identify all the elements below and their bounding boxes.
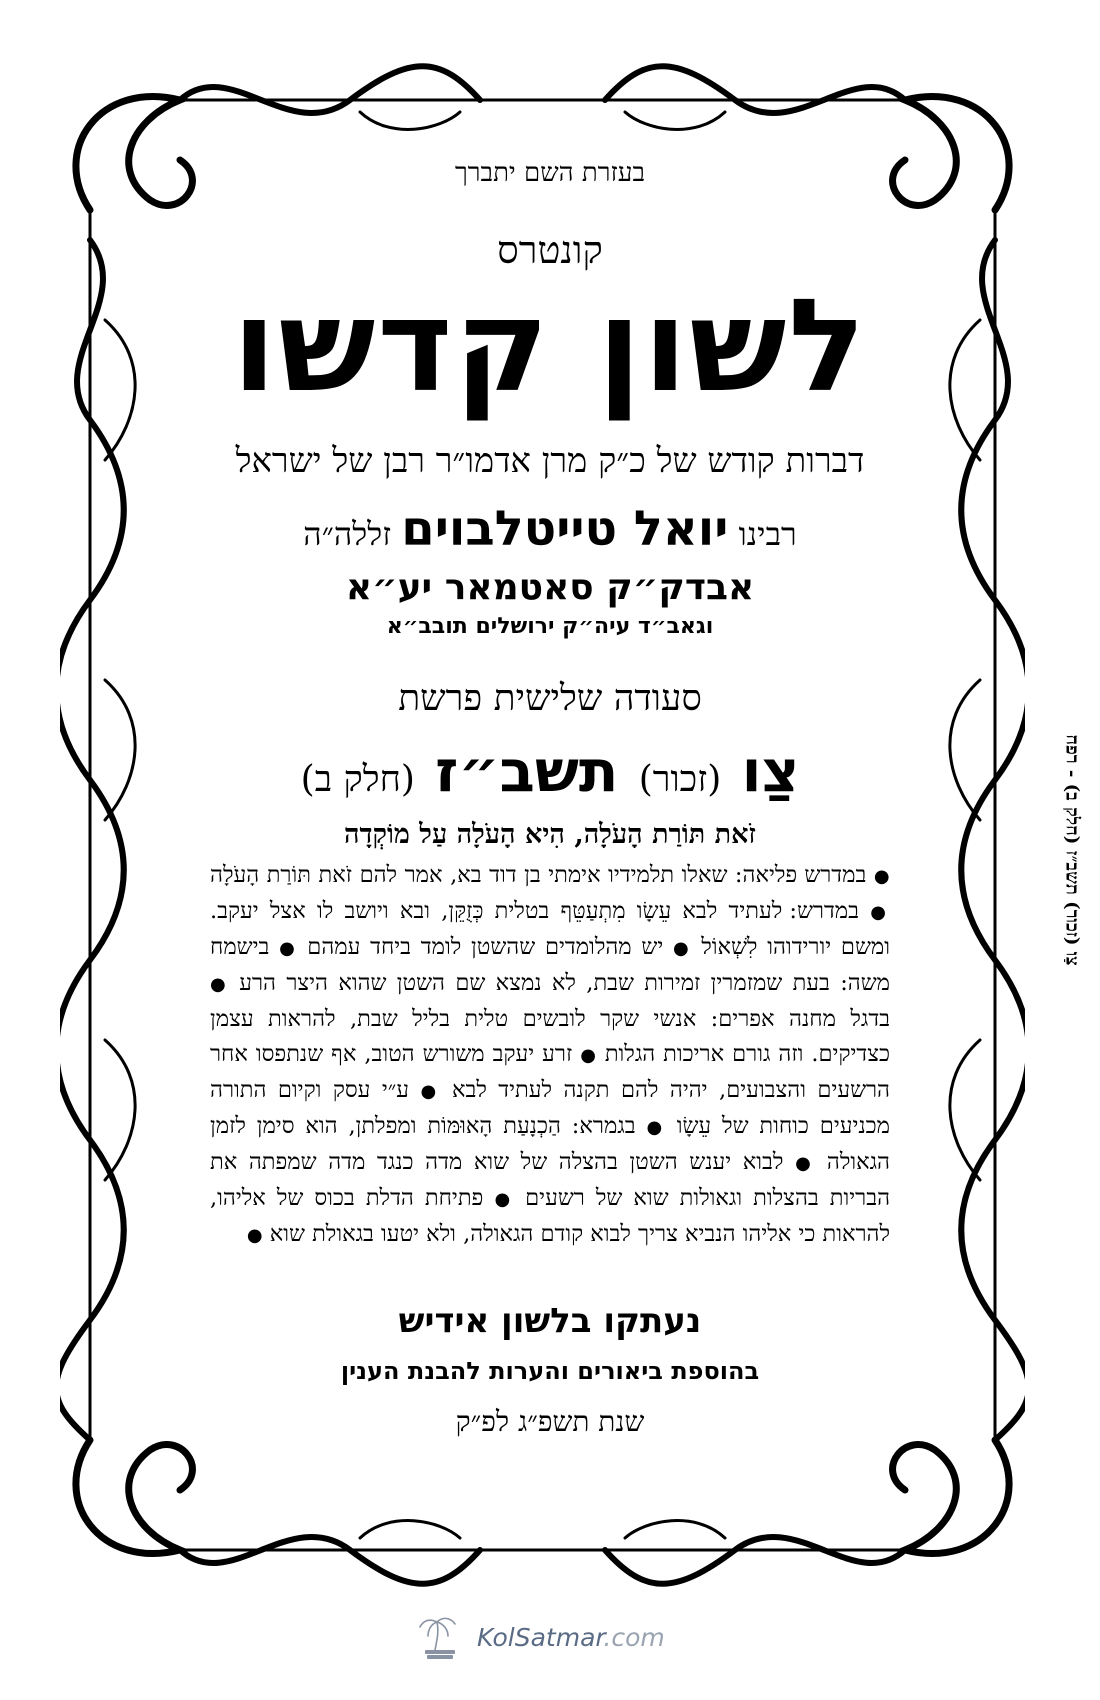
rabbeinu-label: רבינו [738, 515, 797, 553]
parsha-zachor: (זכור) [638, 759, 722, 800]
gavad-line: וגאב״ד עיה״ק ירושלים תובב״א [386, 614, 714, 639]
rabbi-name-line [210, 501, 890, 557]
bullet-icon: ● [580, 1045, 597, 1066]
side-label: צַו (זכור) תשב״ז (חלק ב) - רפח [1061, 734, 1083, 966]
seuda-line: סעודה שלישית פרשת [398, 678, 702, 719]
zllh-label: זללה״ה [303, 515, 392, 553]
bullet-icon: ● [494, 1189, 515, 1210]
parsha-year: תשב״ז [435, 737, 619, 805]
side-running-header [1052, 700, 1092, 1000]
additions-note: בהוספת ביאורים והערות להבנת הענין [340, 1357, 760, 1385]
parsha-part: (חלק ב) [300, 759, 415, 800]
parsha-name: צַו [741, 737, 800, 805]
bullet-icon: ● [870, 902, 890, 923]
logo-brand [477, 1623, 665, 1652]
help-line: בעזרת השם יתברך [455, 158, 645, 188]
palm-tree-books-logo-icon [415, 1612, 465, 1662]
translation-note: נעתקו בלשון אידיש [398, 1301, 702, 1341]
bullet-icon: ● [279, 938, 298, 959]
bullet-icon: ● [673, 938, 692, 959]
topic-item: יש מהלומדים שהשטן לומד ביחד עמהם [307, 934, 664, 960]
topic-item: במדרש פליאה: שאלו תלמידיו אימתי בן דוד בא, אמר להם זֹאת תּוֹרַת הָעֹלָה [210, 862, 867, 888]
topic-item: בדגל מחנה אפרים: אנשי שקר לובשים טלית בליל שבת, להראות עצמן כצדיקים. וזה גורם אריכות הגלות [210, 1006, 891, 1067]
logo-brand-tld: .com [603, 1622, 665, 1652]
bullet-icon: ● [646, 1117, 666, 1138]
avdak-line: אבדק״ק סאטמאר יע״א [345, 567, 755, 608]
logo-brand-name: KolSatmar [477, 1622, 604, 1652]
topic-item: לבוא יענש השטן בהצלה של שוא מדה כנגד מדה שמפתה את הבריות בהצלות וגאולות שוא של רשעים [210, 1149, 891, 1211]
kuntres-label: קונטרס [497, 228, 603, 272]
topic-item: ע״י עסק וקיום התורה מכניעים כוחות של עֵשָׂו [210, 1077, 891, 1139]
bullet-icon: ● [210, 974, 229, 995]
rabbi-name: יואל טייטלבוים [401, 501, 729, 557]
divrei-kodesh-line: דברות קודש של כ״ק מרן אדמו״ר רבן של ישראל [235, 441, 865, 481]
topic-item: בגמרא: הַכְנָעַת הָאוּמּוֹת ומפלתן, הוא סימן לזמן הגאולה [210, 1113, 890, 1175]
topic-item: במדרש: לעתיד לבא עֵשָׂו מִתְעַטֵּף בטלית כְּזֻקֵּן, ובא ויושב לו אצל יעקב. ומשם יורידוהו לִשְׁאוֹל [210, 898, 890, 960]
publication-year: שנת תשפ״ג לפ״ק [455, 1405, 645, 1438]
parsha-line [210, 737, 890, 805]
bullet-icon: ● [420, 1081, 441, 1102]
bullet-icon: ● [246, 1225, 263, 1246]
title-page-content [210, 150, 890, 1439]
bullet-icon: ● [873, 866, 890, 887]
topic-item: בישמח משה: בעת שמזמרין זמירות שבת, לא נמצא שם השטן שהוא היצר הרע [210, 934, 890, 996]
topic-item: זרע יעקב משורש הטוב, אף שנתפסו אחר הרשעים והצבועים, יהיה להם תקנה לעתיד לבא [210, 1041, 891, 1103]
page-title: לשון קדשו [232, 272, 868, 421]
verse-heading: זֹאת תּוֹרַת הָעֹלָה, הִיא הָעֹלָה עַל מוֹקְדָה [344, 819, 756, 850]
topic-item: פתיחת הדלת בכוס של אליהו, להראות כי אליהו הנביא צריך לבוא קודם הגאולה, ולא יטעו בגאולת שוא [210, 1185, 890, 1247]
bullet-icon: ● [795, 1153, 816, 1174]
kolsatmar-logo [415, 1612, 665, 1662]
topics-paragraph [210, 858, 890, 1253]
